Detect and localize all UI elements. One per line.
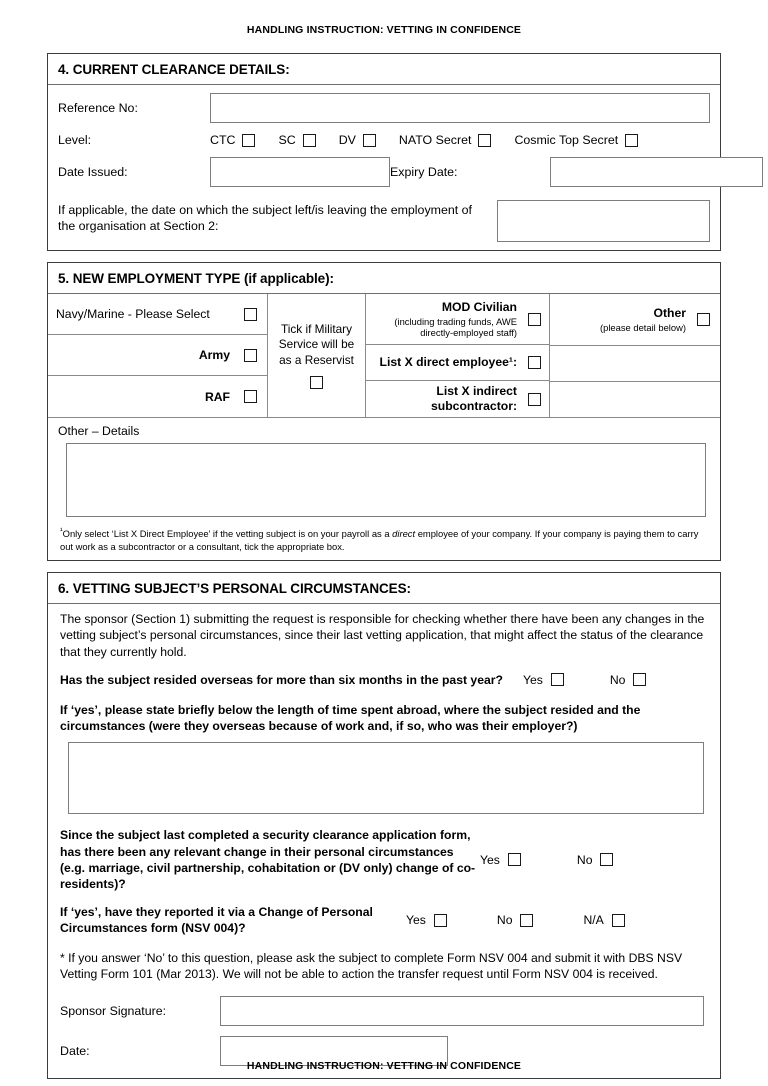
footnote-emphasis: direct (392, 528, 416, 540)
section-6-star-note: * If you answer ‘No’ to this question, please ask the subject to complete Form NSV 004 and submit it with DBS NSV Vetting Form 101 (Mar 2013). We will not be able to action the transfer request until Form NSV 004 is received. (60, 950, 683, 981)
checkbox-sc[interactable] (303, 134, 316, 147)
checkbox-nsv004-no[interactable] (520, 914, 533, 927)
question-nsv004-reported-label: If ‘yes’, have they reported it via a Change of Personal Circumstances form (NSV 004)? (60, 905, 373, 936)
checkbox-overseas-yes[interactable] (551, 673, 564, 686)
level-option-dv[interactable] (339, 133, 376, 147)
checkbox-list-x-direct[interactable] (528, 356, 541, 369)
date-issued-label: Date Issued: (58, 165, 128, 179)
footnote-marker: ¹ (60, 526, 63, 535)
question-nsv004-reported-row (60, 904, 708, 936)
expiry-date-input[interactable] (550, 157, 763, 187)
nsv004-no-label: No (496, 913, 513, 928)
section-4-title: 4. CURRENT CLEARANCE DETAILS: (48, 54, 720, 85)
level-option-sc-label: SC (278, 133, 296, 147)
list-x-direct-label: List X direct employee¹: (379, 355, 517, 370)
reference-no-input[interactable] (210, 93, 710, 123)
service-row-navy[interactable] (48, 294, 267, 335)
leaving-date-input[interactable] (497, 200, 710, 242)
checkbox-overseas-no[interactable] (633, 673, 646, 686)
other-details-label: Other – Details (58, 424, 140, 438)
section-4-current-clearance-details (47, 53, 721, 251)
checkbox-change-no[interactable] (600, 853, 613, 866)
question-overseas-details-block (60, 702, 708, 814)
section-6-intro: The sponsor (Section 1) submitting the request is responsible for checking whether there have been any changes in the vetting subject’s personal circumstances, since their last vetting application, that might affect the status of the clearance that they currently hold. (60, 612, 705, 659)
level-row (48, 130, 720, 151)
page-header: HANDLING INSTRUCTION: VETTING IN CONFIDENCE (246, 24, 522, 36)
dates-row (48, 151, 720, 194)
question-overseas-details-label: If ‘yes’, please state briefly below the length of time spent abroad, where the subject resided and the circumstances (were they overseas because of work and, if so, who was their employer?) (60, 702, 641, 734)
level-label: Level: (58, 133, 92, 147)
footnote-text-b: employee of your company. If your company is paying them to carry out work as a subcontractor or a consultant, tick the appropriate box. (60, 528, 699, 553)
mod-civilian-sublabel: (including trading funds, AWE directly-employed staff) (394, 315, 517, 338)
checkbox-ctc[interactable] (242, 134, 255, 147)
nsv004-yes-option[interactable] (406, 913, 447, 927)
section-5-title: 5. NEW EMPLOYMENT TYPE (if applicable): (48, 263, 720, 294)
nsv004-yes-label: Yes (406, 913, 426, 928)
other-sublabel: (please detail below) (600, 321, 686, 333)
checkbox-army[interactable] (244, 349, 257, 362)
checkbox-change-yes[interactable] (508, 853, 521, 866)
reference-no-label: Reference No: (58, 101, 138, 115)
checkbox-raf[interactable] (244, 390, 257, 403)
leaving-date-label: If applicable, the date on which the subject left/is leaving the employment of the organisation at Section 2: (58, 203, 472, 234)
overseas-details-textarea[interactable] (68, 742, 704, 814)
service-navy-label: Navy/Marine - Please Select (56, 307, 210, 321)
leaving-date-row (48, 194, 720, 250)
footnote-text-a: Only select ‘List X Direct Employee’ if the vetting subject is on your payroll as a (62, 528, 393, 540)
checkbox-mod-civilian[interactable] (528, 313, 541, 326)
date-issued-input[interactable] (210, 157, 390, 187)
service-army-label: Army (198, 348, 230, 362)
level-option-sc[interactable] (278, 133, 315, 147)
change-no-option[interactable] (577, 853, 614, 867)
expiry-date-label: Expiry Date: (390, 165, 458, 179)
section-6-title: 6. VETTING SUBJECT’S PERSONAL CIRCUMSTANCES: (48, 573, 720, 604)
service-row-army[interactable] (48, 335, 267, 376)
other-details-textarea[interactable] (66, 443, 706, 517)
employment-type-table (48, 294, 720, 418)
other-column (550, 294, 720, 417)
level-option-cosmic-top-secret[interactable] (514, 133, 638, 147)
other-blank-row-1 (550, 345, 720, 381)
checkbox-cosmic-top-secret[interactable] (625, 134, 638, 147)
level-option-nato-secret-label: NATO Secret (398, 133, 472, 147)
checkbox-nato-secret[interactable] (478, 134, 491, 147)
overseas-yes-option[interactable] (523, 673, 564, 687)
other-label: Other (please detail below) (600, 306, 686, 333)
level-option-cosmic-top-secret-label: Cosmic Top Secret (514, 133, 619, 147)
checkbox-nsv004-yes[interactable] (434, 914, 447, 927)
checkbox-reservist[interactable] (310, 376, 323, 389)
mod-column (366, 294, 550, 417)
service-column (48, 294, 268, 417)
checkbox-list-x-indirect[interactable] (528, 393, 541, 406)
change-yes-label: Yes (480, 852, 500, 867)
question-overseas-label: Has the subject resided overseas for more than six months in the past year? (60, 672, 503, 687)
page-footer: HANDLING INSTRUCTION: VETTING IN CONFIDENCE (246, 1060, 522, 1072)
question-change-circumstances-label: Since the subject last completed a security clearance application form, has there been any relevant change in their personal circumstances (e.g. marriage, civil partnership, cohabitation or (DV only) change of co-residents)? (60, 828, 476, 892)
nsv004-na-label: N/A (583, 913, 604, 928)
checkbox-navy-marine[interactable] (244, 308, 257, 321)
nsv004-no-option[interactable] (497, 913, 534, 927)
checkbox-dv[interactable] (363, 134, 376, 147)
overseas-no-label: No (609, 672, 626, 687)
list-x-indirect-label: List X indirect subcontractor: (431, 384, 517, 413)
other-details-block (48, 418, 720, 521)
change-yes-option[interactable] (480, 853, 521, 867)
checkbox-nsv004-na[interactable] (612, 914, 625, 927)
reservist-label: Tick if Military Service will be as a Reservist (278, 322, 355, 367)
sponsor-signature-input[interactable] (220, 996, 704, 1026)
service-raf-label: RAF (204, 389, 230, 404)
question-change-circumstances-row (60, 827, 708, 892)
sponsor-date-label: Date: (60, 1044, 90, 1059)
nsv004-na-option[interactable] (583, 913, 624, 927)
level-option-ctc[interactable] (210, 133, 255, 147)
level-option-ctc-label: CTC (210, 133, 236, 147)
overseas-yes-label: Yes (522, 672, 543, 687)
overseas-no-option[interactable] (610, 673, 647, 687)
list-x-indirect-row[interactable] (366, 381, 549, 417)
other-blank-row-2 (550, 381, 720, 417)
reservist-column[interactable] (268, 294, 366, 417)
checkbox-other[interactable] (697, 313, 710, 326)
mod-civilian-row[interactable] (366, 294, 549, 345)
level-option-nato-secret[interactable] (399, 133, 492, 147)
level-option-dv-label: DV (338, 133, 356, 147)
section-6-personal-circumstances (47, 572, 721, 1079)
list-x-direct-row[interactable] (366, 345, 549, 381)
section-5-new-employment-type (47, 262, 721, 561)
service-row-raf[interactable] (48, 376, 267, 417)
reference-no-row (48, 85, 720, 130)
other-row[interactable] (550, 294, 720, 345)
sponsor-signature-row (60, 996, 708, 1026)
question-overseas-row (60, 672, 708, 688)
sponsor-signature-label: Sponsor Signature: (60, 1004, 167, 1019)
mod-civilian-label: MOD Civilian (including trading funds, AWE directly-employed staff) (372, 300, 517, 338)
section-6-body (48, 604, 720, 1078)
section-5-footnote (48, 521, 720, 560)
change-no-label: No (576, 852, 593, 867)
